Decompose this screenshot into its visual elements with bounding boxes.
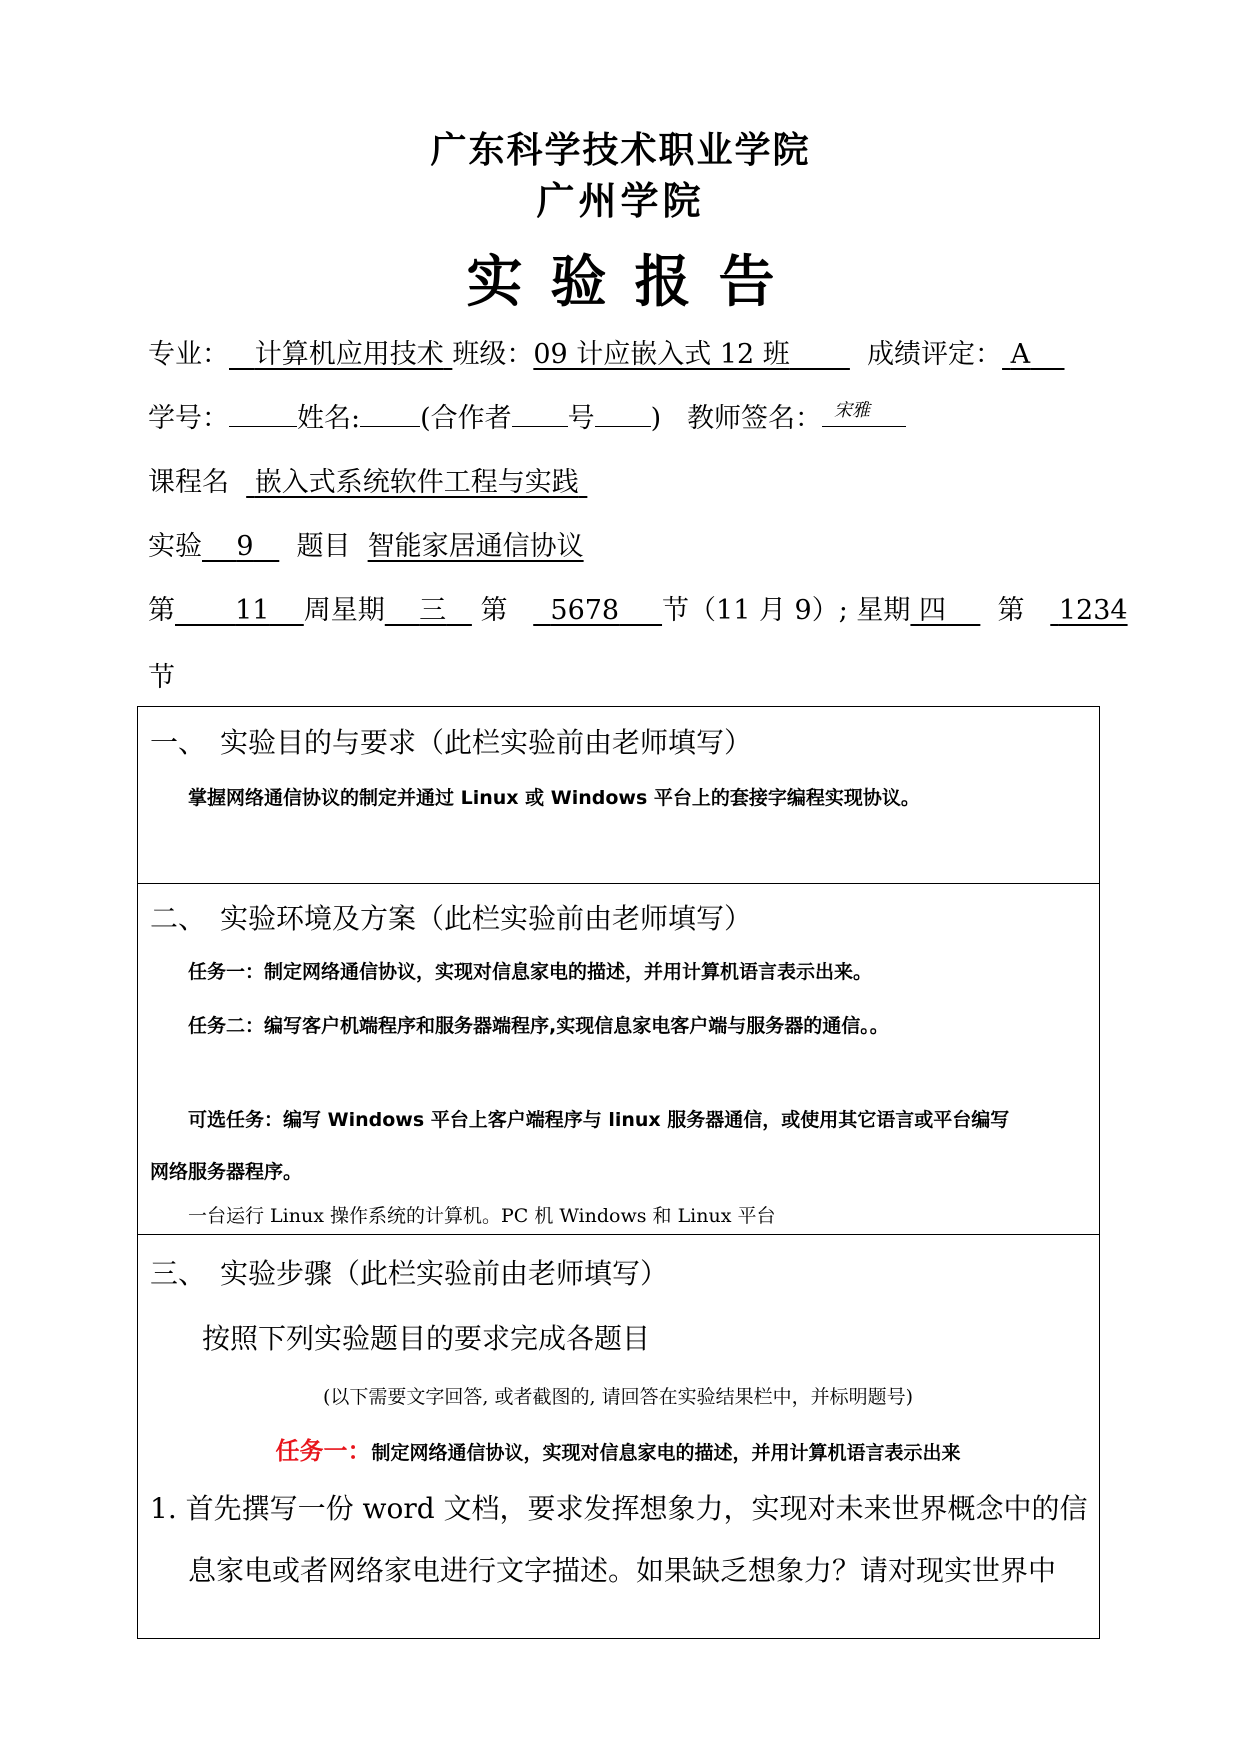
section-divider-1 (138, 883, 1099, 884)
course-label: 课程名 (148, 467, 229, 498)
experiment-label: 实验 (148, 531, 202, 562)
name-label: 姓名: (297, 403, 361, 434)
schedule-di2: 第 (480, 595, 508, 626)
experiment-number: 9 (236, 531, 254, 562)
section3-step1-line2: 息家电或者网络家电进行文字描述。如果缺乏想象力？请对现实世界中 (188, 1554, 1057, 1587)
period1-suffix: 节（11 月 9）; 星期 (662, 595, 911, 626)
major-label: 专业： (148, 339, 229, 370)
student-row (148, 396, 906, 435)
topic-value: 智能家居通信协议 (367, 531, 584, 562)
section2-optional-line1: 可选任务：编写 Windows 平台上客户端程序与 linux 服务器通信，或使用其它语言或平台编写 (188, 1109, 1010, 1131)
partner-blank (512, 400, 568, 427)
section3-intro: 按照下列实验题目的要求完成各题目 (202, 1322, 651, 1355)
teacher-signature-blank (822, 400, 906, 427)
day1-value: 三 (419, 595, 447, 626)
teacher-sign-label: 教师签名： (686, 403, 822, 434)
report-table (137, 706, 1100, 1639)
student-id-label: 学号： (148, 403, 229, 434)
teacher-signature: 宋雅 (833, 400, 870, 421)
institution-name: 广东科学技术职业学院 (430, 130, 811, 171)
report-title: 实验报告 (466, 250, 803, 315)
section1-body: 掌握网络通信协议的制定并通过 Linux 或 Windows 平台上的套接字编程实现协议。 (188, 787, 920, 809)
course-value: 嵌入式系统软件工程与实践 (254, 467, 579, 498)
experiment-row (148, 524, 584, 563)
schedule-di: 第 (148, 595, 175, 626)
campus-name: 广州学院 (536, 179, 705, 223)
grade-label: 成绩评定： (867, 339, 1003, 370)
partner-open: (合作者 (420, 403, 512, 434)
section1-heading: 一、 实验目的与要求（此栏实验前由老师填写） (150, 726, 753, 759)
major-row (148, 332, 1065, 371)
day2-value: 四 (919, 595, 947, 626)
section2-task2: 任务二：编写客户机端程序和服务器端程序,实现信息家电客户端与服务器的通信。。 (188, 1015, 889, 1037)
section3-note: (以下需要文字回答, 或者截图的, 请回答在实验结果栏中，并标明题号) (323, 1386, 913, 1408)
week-label: 周星期 (303, 595, 385, 626)
student-id-blank (229, 400, 297, 427)
section-divider-2 (138, 1234, 1099, 1235)
topic-label: 题目 (296, 531, 351, 562)
class-value: 09 计应嵌入式 12 班 (533, 339, 790, 370)
course-row (148, 460, 587, 499)
class-label: 班级： (452, 339, 534, 370)
period1-value: 5678 (550, 595, 620, 626)
number-label: 号 (567, 403, 595, 434)
section3-task1-label: 任务一： (275, 1437, 372, 1465)
week-value: 11 (235, 595, 270, 626)
section2-environment: 一台运行 Linux 操作系统的计算机。PC 机 Windows 和 Linux 平台 (188, 1205, 776, 1227)
section2-heading: 二、 实验环境及方案（此栏实验前由老师填写） (150, 902, 753, 935)
section3-task1 (138, 1431, 1098, 1466)
period2-value: 1234 (1058, 595, 1128, 626)
section2-task1: 任务一：制定网络通信协议，实现对信息家电的描述，并用计算机语言表示出来。 (188, 961, 873, 983)
schedule-row (148, 588, 1128, 627)
name-blank (360, 400, 420, 427)
partner-close: ) (650, 403, 662, 434)
section3-task1-text: 制定网络通信协议，实现对信息家电的描述，并用计算机语言表示出来 (371, 1442, 961, 1464)
number-blank (595, 400, 651, 427)
grade-value: A (1010, 339, 1031, 370)
section3-heading: 三、 实验步骤（此栏实验前由老师填写） (150, 1257, 669, 1290)
section2-optional-line2: 网络服务器程序。 (150, 1161, 303, 1183)
major-value: 计算机应用技术 (254, 339, 444, 370)
schedule-jie: 节 (148, 662, 175, 693)
section3-step1-line1: 1. 首先撰写一份 word 文档，要求发挥想象力，实现对未来世界概念中的信 (150, 1492, 1088, 1525)
schedule-di3: 第 (997, 595, 1025, 626)
